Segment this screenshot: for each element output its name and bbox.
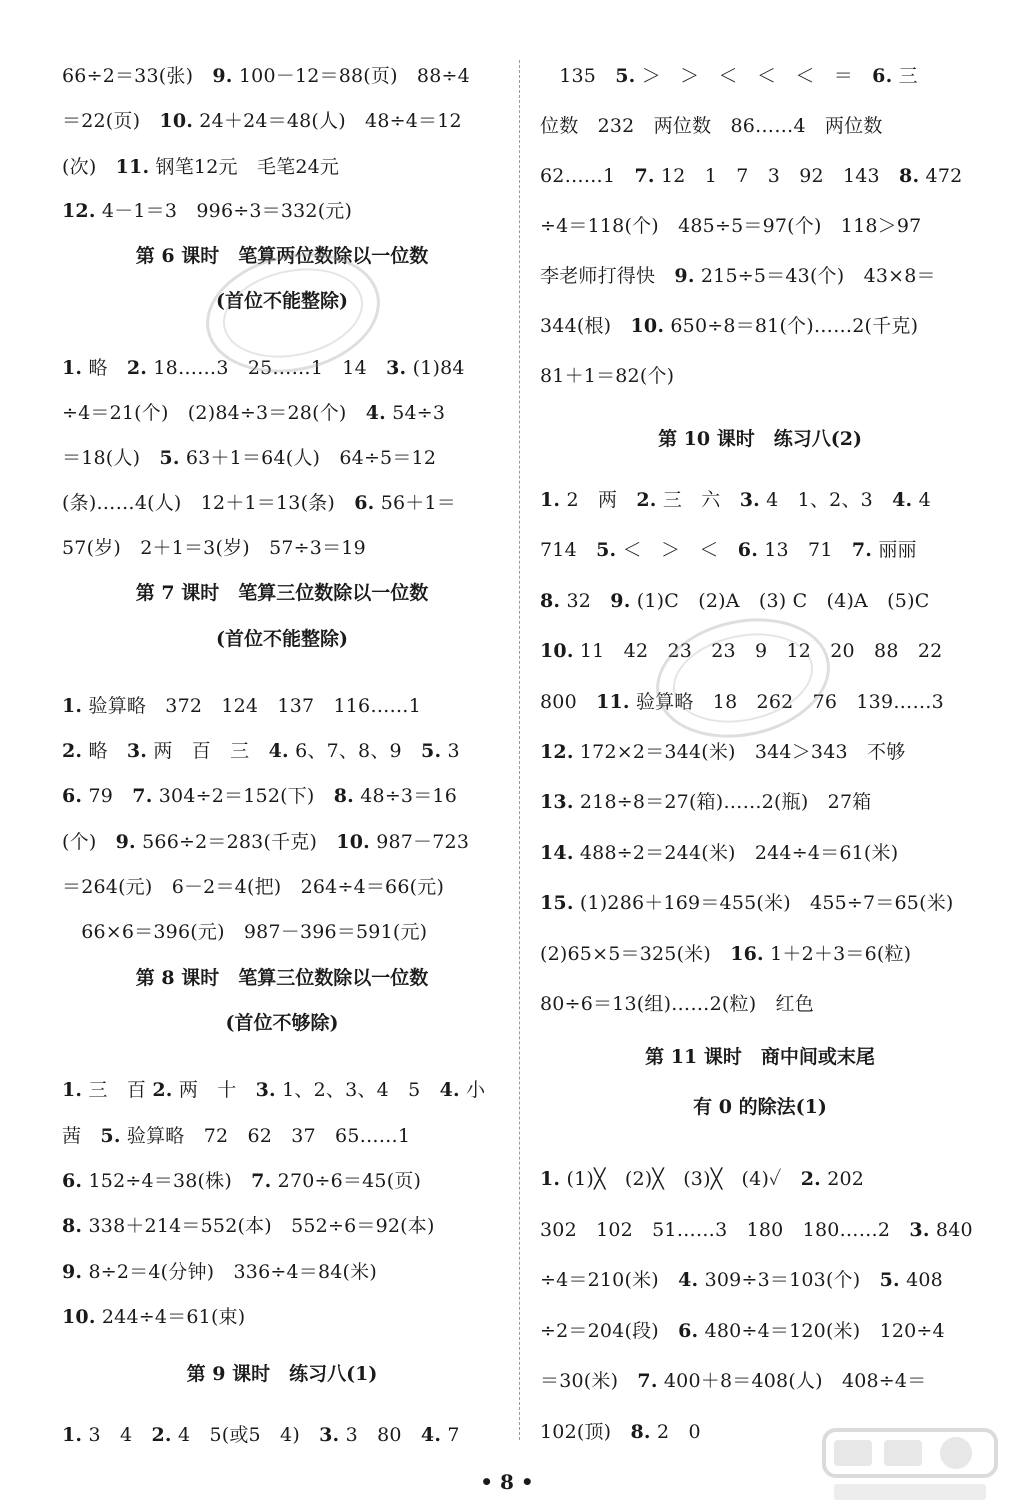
answer-line: 102(顶) 8. 2 0 [540,1421,701,1443]
answer-line: 8. 32 9. (1)C (2)A (3) C (4)A (5)C [540,590,930,612]
answer-line: ÷4＝210(米) 4. 309÷3＝103(个) 5. 408 [540,1269,943,1291]
answer-line: 714 5. ＜ ＞ ＜ 6. 13 71 7. 丽丽 [540,539,917,561]
lesson-subheading: 有 0 的除法(1) [693,1096,827,1118]
answer-line: (次) 11. 钢笔12元 毛笔24元 [62,156,340,178]
answer-line: 10. 11 42 23 23 9 12 20 88 22 [540,640,943,662]
answer-line: 1. (1)╳ (2)╳ (3)╳ (4)✓ 2. 202 [540,1168,865,1190]
answer-line: 1. 2 两 2. 三 六 3. 4 1、2、3 4. 4 [540,489,931,511]
answer-line: (条)……4(人) 12＋1＝13(条) 6. 56＋1＝ [62,492,456,514]
answer-line: 344(根) 10. 650÷8＝81(个)……2(千克) [540,315,919,337]
answer-line: ÷4＝118(个) 485÷5＝97(个) 118＞97 [540,215,922,237]
lesson-heading: 第 10 课时 练习八(2) [658,428,862,450]
stamp-watermark-icon [645,603,841,753]
answer-line: 12. 4－1＝3 996÷3＝332(元) [62,200,353,222]
answer-line: ＝264(元) 6－2＝4(把) 264÷4＝66(元) [62,876,445,898]
answer-line: 10. 244÷4＝61(束) [62,1306,246,1328]
answer-line: 茜 5. 验算略 72 62 37 65……1 [62,1125,411,1147]
lesson-heading: 第 8 课时 笔算三位数除以一位数 [135,967,429,989]
answer-line: 位数 232 两位数 86……4 两位数 [540,115,883,137]
answer-line: ÷4＝21(个) (2)84÷3＝28(个) 4. 54÷3 [62,402,446,424]
answer-line: ＝30(米) 7. 400＋8＝408(人) 408÷4＝ [540,1370,927,1392]
column-divider [519,60,520,1440]
answer-line: 1. 三 百 2. 两 十 3. 1、2、3、4 5 4. 小 [62,1079,486,1101]
answer-line: ÷2＝204(段) 6. 480÷4＝120(米) 120÷4 [540,1320,945,1342]
answer-line: 1. 3 4 2. 4 5(或5 4) 3. 3 80 4. 7 [62,1424,460,1446]
lesson-heading: 第 11 课时 商中间或末尾 [645,1046,875,1068]
answer-line: 12. 172×2＝344(米) 344＞343 不够 [540,741,906,763]
answer-line: 15. (1)286＋169＝455(米) 455÷7＝65(米) [540,892,954,914]
lesson-subheading: (首位不能整除) [216,290,348,312]
answer-line: 80÷6＝13(组)……2(粒) 红色 [540,993,814,1015]
page-number: • 8 • [480,1470,534,1494]
site-watermark-icon [820,1426,1000,1506]
answer-line: 6. 79 7. 304÷2＝152(下) 8. 48÷3＝16 [62,785,458,807]
lesson-heading: 第 9 课时 练习八(1) [186,1363,378,1385]
answer-line: 1. 验算略 372 124 137 116……1 [62,695,422,717]
lesson-subheading: (首位不够除) [225,1012,339,1034]
lesson-heading: 第 6 课时 笔算两位数除以一位数 [135,245,429,267]
answer-line: (2)65×5＝325(米) 16. 1＋2＋3＝6(粒) [540,943,912,965]
answer-line: 57(岁) 2＋1＝3(岁) 57÷3＝19 [62,537,366,559]
answer-line: 9. 8÷2＝4(分钟) 336÷4＝84(米) [62,1261,377,1283]
answer-line: 8. 338＋214＝552(本) 552÷6＝92(本) [62,1215,435,1237]
answer-line: 302 102 51……3 180 180……2 3. 840 [540,1219,973,1241]
answer-line: 81＋1＝82(个) [540,365,675,387]
answer-line: 6. 152÷4＝38(株) 7. 270÷6＝45(页) [62,1170,422,1192]
answer-line: 66÷2＝33(张) 9. 100－12＝88(页) 88÷4 [62,65,470,87]
answer-line: 李老师打得快 9. 215÷5＝43(个) 43×8＝ [540,265,936,287]
answer-line: 14. 488÷2＝244(米) 244÷4＝61(米) [540,842,899,864]
answer-line: ＝22(页) 10. 24＋24＝48(人) 48÷4＝12 [62,110,462,132]
answer-line: (个) 9. 566÷2＝283(千克) 10. 987－723 [62,831,470,853]
answer-line: 800 11. 验算略 18 262 76 139……3 [540,691,944,713]
answer-line: 2. 略 3. 两 百 三 4. 6、7、8、9 5. 3 [62,740,460,762]
lesson-heading: 第 7 课时 笔算三位数除以一位数 [135,582,429,604]
answer-line: 62……1 7. 12 1 7 3 92 143 8. 472 [540,165,963,187]
answer-line: ＝18(人) 5. 63＋1＝64(人) 64÷5＝12 [62,447,437,469]
answer-line: 66×6＝396(元) 987－396＝591(元) [62,921,428,943]
answer-line: 135 5. ＞ ＞ ＜ ＜ ＜ ＝ 6. 三 [540,65,918,87]
lesson-subheading: (首位不能整除) [216,628,348,650]
answer-line: 1. 略 2. 18……3 25……1 14 3. (1)84 [62,357,465,379]
answer-line: 13. 218÷8＝27(箱)……2(瓶) 27箱 [540,791,872,813]
